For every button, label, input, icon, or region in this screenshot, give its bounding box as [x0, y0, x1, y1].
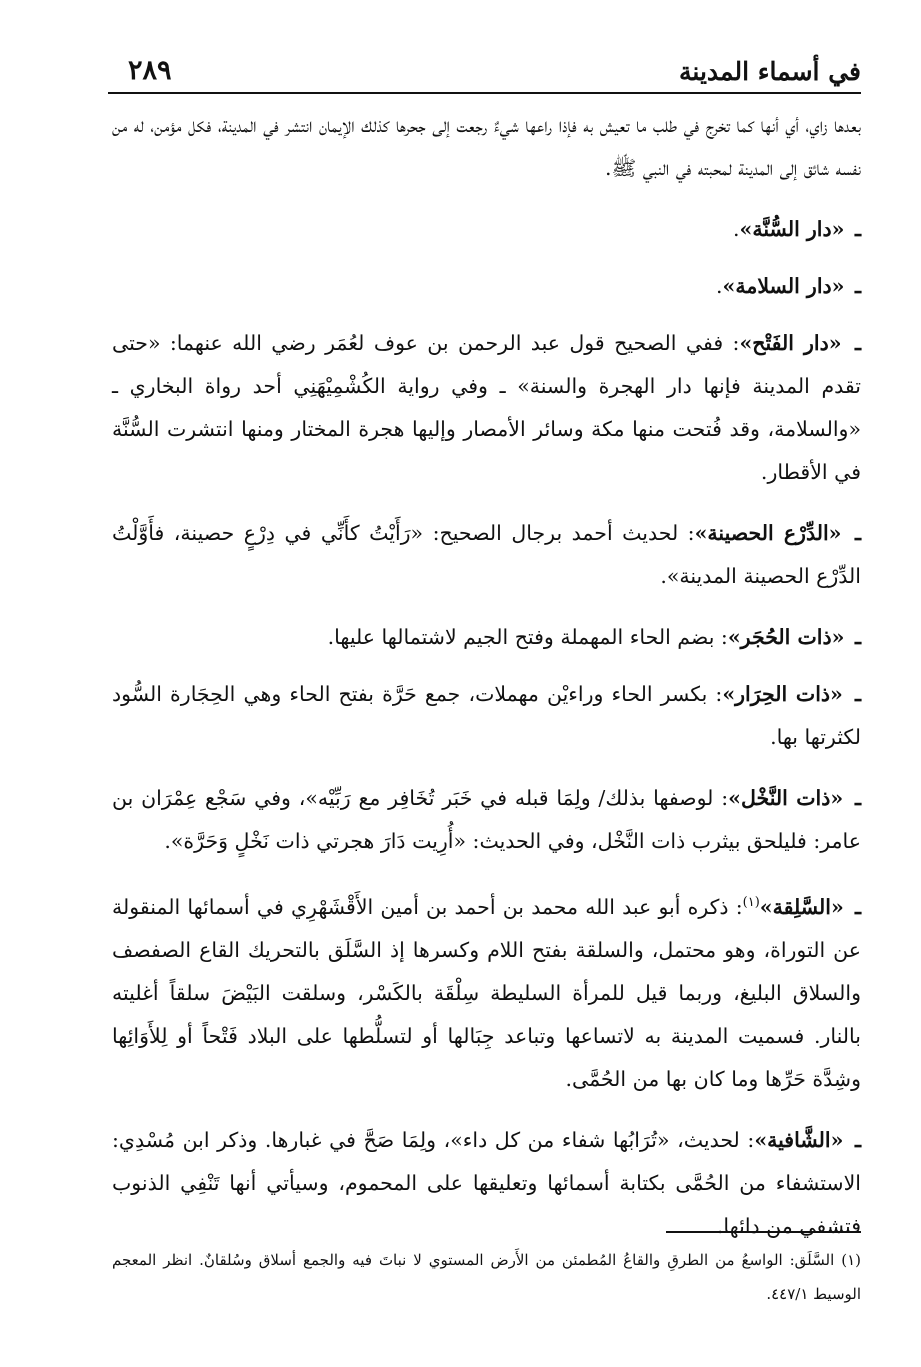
page-number: ٢٨٩ — [128, 55, 172, 86]
entry-term: «ذات النَّخْل» — [728, 786, 844, 810]
paragraph — [112, 104, 861, 190]
entry-text: . — [733, 217, 740, 241]
footnotes — [112, 1243, 861, 1311]
name-entry — [112, 208, 861, 251]
name-entry — [112, 512, 861, 598]
footnote — [112, 1243, 861, 1311]
paragraph-text: بعدها زاي، أي أنها كما تخرج في طلب ما تعيش به فإذا راعها شيءٌ رجعت إلى جحرها كذلك الإيمان انتشر في المدينة، فكل مؤمن، له من نفسه شائق إلى المدينة لمحبته في النبي ﷺ. — [112, 113, 861, 180]
entry-term: «دار السلامة» — [722, 274, 845, 298]
entry-text: : ففي الصحيح قول عبد الرحمن بن عوف لعُمَر رضي الله عنهما: «حتى تقدم المدينة فإنها دار الهجرة والسنة» ـ وفي رواية الكُشْمِيْهَنِي أحد رواة البخاري ـ «والسلامة، وقد فُتحت منها مكة وسائر الأمصار وإليها هجرة المختار ومنها انتشرت السُّنَّة في الأقطار. — [112, 331, 861, 484]
entry-dash: ـ — [854, 894, 861, 919]
entry-dash: ـ — [854, 521, 861, 545]
footnote-divider — [666, 1231, 861, 1233]
name-entry — [112, 777, 861, 863]
entry-text: : بضم الحاء المهملة وفتح الجيم لاشتمالها عليها. — [327, 625, 728, 649]
entry-term: «الدِّرْع الحصينة» — [694, 521, 842, 545]
entry-dash: ـ — [854, 1127, 861, 1152]
body-text — [112, 104, 861, 1266]
page-header — [108, 42, 861, 94]
footnote-mark: (١) — [841, 1251, 861, 1269]
entry-term: «دار الفَتْح» — [739, 331, 842, 355]
entry-text: : لحديث أحمد برجال الصحيح: «رَأَيْتُ كأَنِّي في دِرْعٍ حصينة، فأَوَّلْتُ الدِّرْع الحصينة المدينة». — [112, 521, 861, 588]
entry-dash: ـ — [854, 786, 861, 810]
entry-dash: ـ — [854, 217, 861, 241]
entry-text: : بكسر الحاء وراءيْن مهملات، جمع حَرَّة بفتح الحاء وهي الحِجَارة السُّود لكثرتها بها. — [112, 682, 861, 749]
entry-text: . — [716, 274, 723, 298]
name-entry — [112, 616, 861, 659]
entry-term: «دار السُّنَّة» — [739, 217, 845, 241]
name-entry — [112, 673, 861, 759]
name-entry — [112, 322, 861, 494]
entry-term: «ذات الحُجَر» — [727, 625, 845, 649]
entry-term: «السَّلِقة» — [759, 894, 844, 919]
entry-dash: ـ — [854, 625, 861, 649]
entry-text: : ذكره أبو عبد الله محمد بن أحمد بن أمين الأَقْشَهْرِي في أسمائها المنقولة عن التوراة، وهو محتمل، والسلقة بفتح اللام وكسرها إذ السَّلَق بالتحريك القاع الصفصف والسلاق البليغ، وربما قيل للمرأة السليطة سِلْقَة بالكَسْر، وسلقت البَيْضَ سلقاً أغليته بالنار. فسميت المدينة به لاتساعها وتباعد جِبَالها أو لتسلُّطها على البلاد فَتْحاً أو لِلأَوَائِها وشِدَّة حَرِّها وما كان بها من الحُمَّى. — [112, 894, 861, 1091]
name-entry — [112, 1119, 861, 1248]
entry-term: «ذات الحِرَار» — [722, 682, 843, 706]
entry-text: : لحديث، «تُرَابُها شفاء من كل داء»، ولِمَا صَحَّ في غبارها. وذكر ابن مُسْدِي: الاستشفاء من الحُمَّى بكتابة أسمائها وتعليقها على المحموم، وسيأتي أنها تَنْفِي الذنوب فتشفي من دائها. — [112, 1127, 861, 1238]
footnote-text: السَّلَق: الواسعُ من الطرقِ والقاعُ المُطمئن من الأَرض المستوي لا نباتَ فيه والجمع أسلاق وسُلقانٌ. انظر المعجم الوسيط ٤٤٧/١. — [112, 1251, 861, 1303]
running-title: في أسماء المدينة — [679, 57, 861, 86]
entry-term: «الشَّافية» — [754, 1127, 844, 1152]
entry-dash: ـ — [855, 331, 862, 355]
entry-dash: ـ — [854, 274, 861, 298]
entry-dash: ـ — [854, 682, 861, 706]
entry-text: : لوصفها بذلك/ ولِمَا قبله في خَبَر تُخَافِر مع رَبِّيْه»، وفي سَجْع عِمْرَان بن عامر: فليلحق بيثرب ذات النَّخْل، وفي الحديث: «أُرِيت دَارَ هجرتي ذات نَخْلٍ وَحَرَّة». — [112, 786, 861, 853]
footnote-marker: (١) — [742, 895, 760, 910]
name-entry — [112, 881, 861, 1101]
name-entry — [112, 265, 861, 308]
